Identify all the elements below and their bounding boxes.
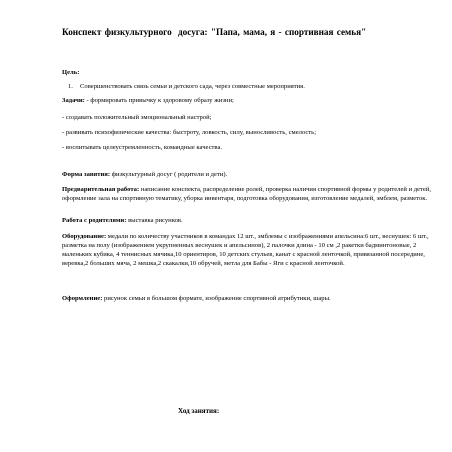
task-item-teamwork: - воспитывать целеустремленность, командные качества. xyxy=(62,144,223,151)
goal-heading: Цель: xyxy=(62,69,80,76)
goal-item-text: Совершенствовать связь семьи и детского сада, через совместные мероприятия. xyxy=(80,83,305,90)
equipment-label: Оборудование: xyxy=(62,233,107,240)
parents-paragraph xyxy=(62,216,434,225)
parents-label: Работа с родителями: xyxy=(62,217,127,224)
preparation-label: Предварительная работа: xyxy=(62,186,140,193)
tasks-label: Задачи: xyxy=(62,97,85,104)
equipment-text: медали по количеству участников в командах 12 шт., эмблемы с изображениями апельсина:6 шт., веснушек: 6 шт., разметка на полу (изображением укрупненных веснушек и апельсинов), 2 палочки длина - 10 см ,2 ракетки бадминтоновые, 2 маленьких кубика, 4 теннисных мячика,10 ориентиров, 10 детских стульев, канат с красной ленточкой, привязанной посередине, веревка,2 больших мяча, 2 мешка,2 скакалки,10 обручей, метла для Бабы - Яги с красной ленточкой. xyxy=(62,233,429,267)
tasks-first-item: - формировать привычку к здоровому образу жизни; xyxy=(84,97,234,104)
design-label: Оформление: xyxy=(62,295,103,302)
forma-paragraph xyxy=(62,170,434,179)
design-paragraph xyxy=(62,294,434,303)
document-title xyxy=(62,27,432,37)
forma-text: физкультурный досуг ( родители и дети). xyxy=(110,171,228,178)
tasks-paragraph xyxy=(62,96,434,105)
lesson-course-heading: Ход занятия: xyxy=(178,407,220,415)
goal-item xyxy=(68,82,428,91)
parents-text: выставка рисунков. xyxy=(126,217,183,224)
task-item-qualities: - развивать психофизические качества: быстроту, ловкость, силу, выносливость, смелость; xyxy=(62,129,317,136)
preparation-paragraph xyxy=(62,185,434,203)
title-part-right: досуга: "Папа, мама, я - спортивная семья" xyxy=(178,27,367,37)
forma-label: Форма занятия: xyxy=(62,171,111,178)
design-text: рисунок семьи в большом формате, изображение спортивной атрибутики, шары. xyxy=(102,295,331,302)
equipment-paragraph xyxy=(62,232,434,268)
goal-item-number: 1. xyxy=(68,83,73,90)
preparation-text: написание конспекта, распределение ролей, проверка наличия спортивной формы у родителей и детей, оформление зала на спортивную тематику, уборка инвентаря, подготовка оборудования, изготовление медалей, эмблем, разметок. xyxy=(62,186,432,202)
title-part-left: Конспект физкультурного xyxy=(62,27,172,37)
task-item-mood: - создавать положительный эмоциональный настрой; xyxy=(62,114,212,121)
